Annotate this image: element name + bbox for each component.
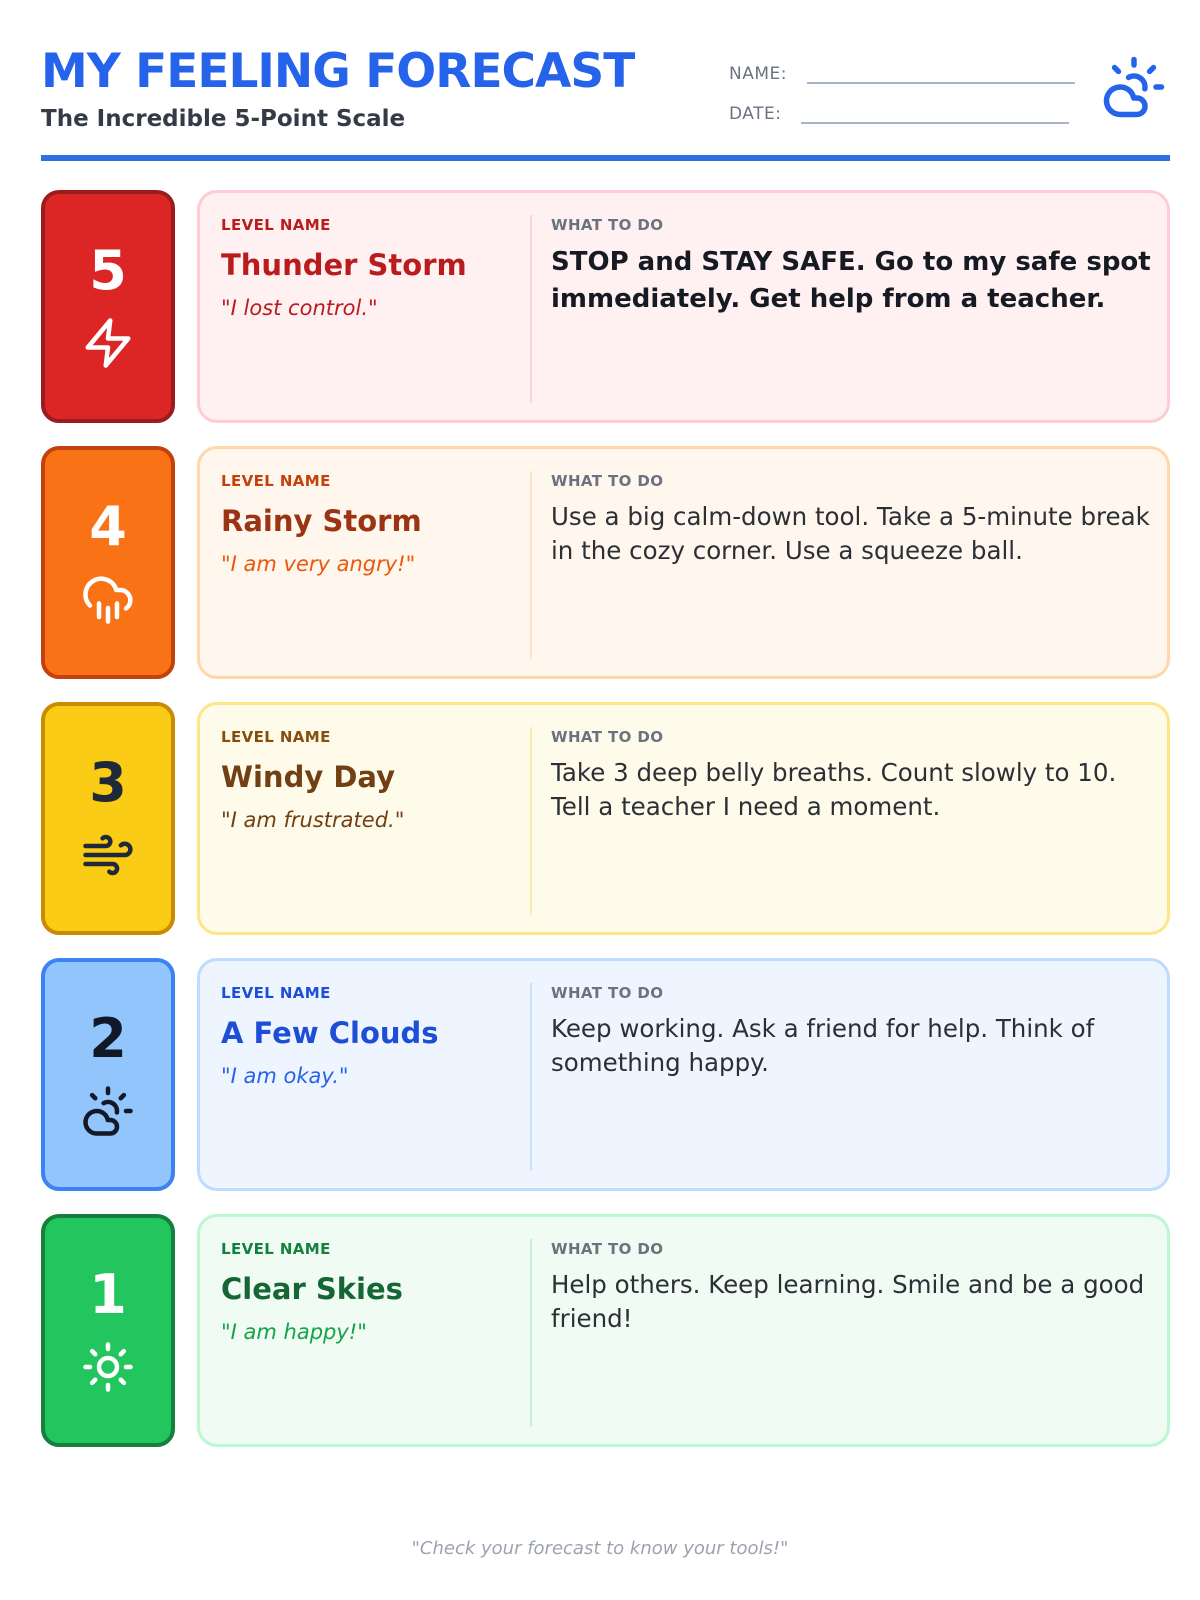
level-name: A Few Clouds: [221, 1016, 439, 1050]
level-number: 2: [89, 1007, 127, 1070]
lightning-icon: [81, 316, 135, 370]
rain-cloud-icon: [81, 572, 135, 626]
what-to-do-caption: WHAT TO DO: [551, 984, 664, 1002]
level-card: [197, 1214, 1170, 1447]
cloud-sun-icon: [81, 1084, 135, 1138]
level-name: Rainy Storm: [221, 504, 422, 538]
what-to-do-caption: WHAT TO DO: [551, 216, 664, 234]
level-row-1: [41, 1214, 1170, 1447]
card-divider: [530, 215, 532, 403]
what-to-do-text: Keep working. Ask a friend for help. Think of something happy.: [551, 1014, 1095, 1077]
footer-tagline: "Check your forecast to know your tools!": [411, 1538, 789, 1559]
card-divider: [530, 471, 532, 659]
date-field[interactable]: [729, 98, 1069, 124]
header-divider: [41, 155, 1170, 161]
level-name: Windy Day: [221, 760, 395, 794]
level-badge: [41, 446, 175, 679]
level-badge: [41, 702, 175, 935]
page-title: MY FEELING FORECAST: [41, 44, 635, 99]
name-line[interactable]: [807, 58, 1075, 84]
card-divider: [530, 983, 532, 1171]
level-card: [197, 190, 1170, 423]
worksheet-header: [41, 40, 1170, 160]
sun-icon: [81, 1340, 135, 1394]
name-label: NAME:: [729, 64, 787, 84]
what-to-do-text: Take 3 deep belly breaths. Count slowly to 10. Tell a teacher I need a moment.: [551, 758, 1117, 821]
level-number: 3: [89, 751, 127, 814]
level-number: 1: [89, 1263, 127, 1326]
level-number: 5: [89, 239, 127, 302]
level-card: [197, 958, 1170, 1191]
level-number: 4: [89, 495, 127, 558]
name-field[interactable]: [729, 58, 1075, 84]
what-to-do-text: Use a big calm-down tool. Take a 5-minute break in the cozy corner. Use a squeeze ball.: [551, 502, 1150, 565]
level-card: [197, 702, 1170, 935]
level-quote: "I lost control.": [221, 296, 378, 320]
level-name-caption: LEVEL NAME: [221, 472, 331, 490]
level-badge: [41, 190, 175, 423]
level-name-caption: LEVEL NAME: [221, 728, 331, 746]
what-to-do-text: STOP and STAY SAFE. Go to my safe spot immediately. Get help from a teacher.: [551, 247, 1151, 314]
page-subtitle: The Incredible 5-Point Scale: [41, 106, 406, 132]
level-quote: "I am okay.": [221, 1064, 349, 1088]
level-row-4: [41, 446, 1170, 679]
level-quote: "I am happy!": [221, 1320, 367, 1344]
level-quote: "I am very angry!": [221, 552, 416, 576]
level-card: [197, 446, 1170, 679]
wind-icon: [81, 828, 135, 882]
date-label: DATE:: [729, 104, 782, 124]
level-name-caption: LEVEL NAME: [221, 216, 331, 234]
level-badge: [41, 958, 175, 1191]
level-row-2: [41, 958, 1170, 1191]
date-line[interactable]: [801, 98, 1069, 124]
cloud-sun-icon: [1101, 54, 1167, 120]
level-quote: "I am frustrated.": [221, 808, 405, 832]
what-to-do-caption: WHAT TO DO: [551, 472, 664, 490]
level-name: Clear Skies: [221, 1272, 403, 1306]
what-to-do-caption: WHAT TO DO: [551, 728, 664, 746]
level-name-caption: LEVEL NAME: [221, 1240, 331, 1258]
card-divider: [530, 727, 532, 915]
what-to-do-caption: WHAT TO DO: [551, 1240, 664, 1258]
level-name: Thunder Storm: [221, 248, 467, 282]
what-to-do-text: Help others. Keep learning. Smile and be a good friend!: [551, 1270, 1145, 1333]
level-name-caption: LEVEL NAME: [221, 984, 331, 1002]
level-badge: [41, 1214, 175, 1447]
level-row-5: [41, 190, 1170, 423]
level-row-3: [41, 702, 1170, 935]
card-divider: [530, 1239, 532, 1427]
